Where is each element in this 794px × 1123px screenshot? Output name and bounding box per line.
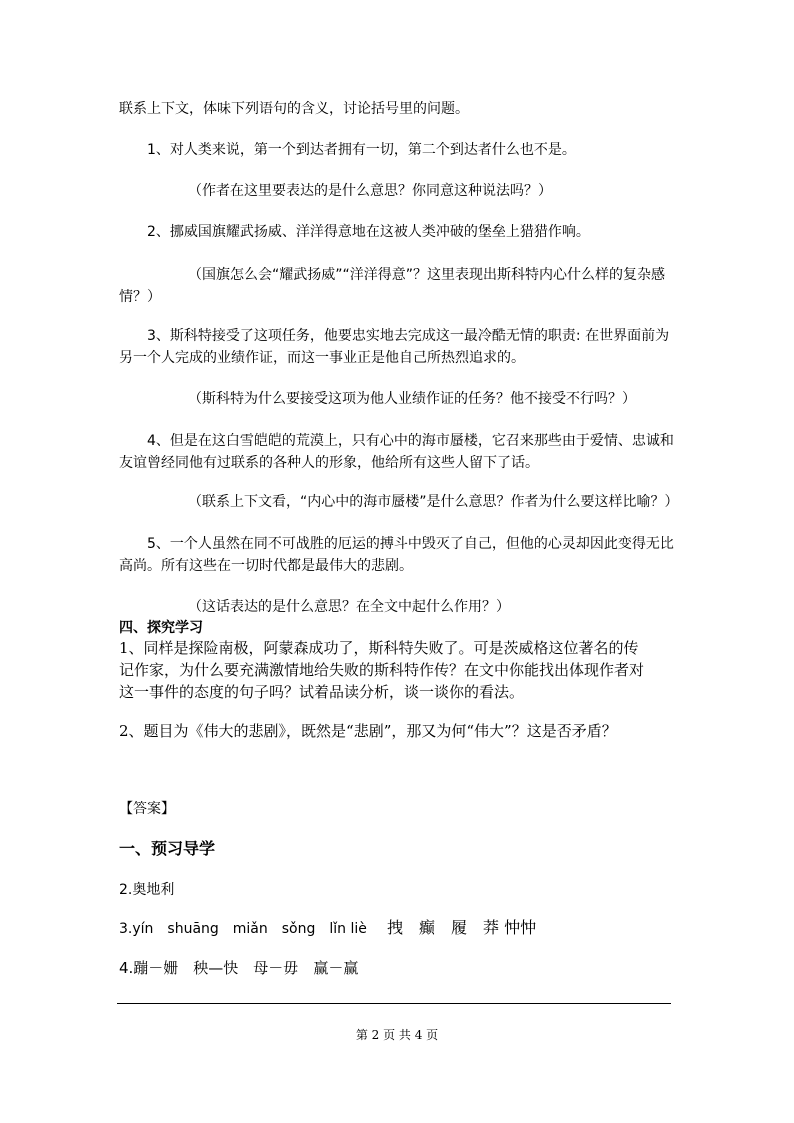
question-3-line2: 另一个人完成的业绩作证，而这一事业正是他自己所热烈追求的。 bbox=[119, 350, 525, 366]
section-4-p1-line1: 1、同样是探险南极，阿蒙森成功了，斯科特失败了。可是茨威格这位著名的传 bbox=[119, 639, 639, 657]
answers-label: 【答案】 bbox=[119, 801, 175, 817]
page-footer: 第 2 页 共 4 页 bbox=[355, 1028, 439, 1042]
answer-3-pinyin: 3.yín shuāng miǎn sǒng lǐn liè bbox=[119, 921, 367, 937]
question-2: 2、挪威国旗耀武扬威、洋洋得意地在这被人类冲破的堡垒上猎猎作响。 bbox=[147, 224, 590, 240]
question-2-note-line1: （国旗怎么会“耀武扬威”“洋洋得意”？这里表现出斯科特内心什么样的复杂感 bbox=[188, 267, 666, 283]
question-2-note-line2: 情？） bbox=[119, 289, 161, 305]
answer-4: 4.蹦－姗 秧—快 母－毋 赢－赢 bbox=[119, 959, 359, 977]
question-3-note: （斯科特为什么要接受这项为他人业绩作证的任务？他不接受不行吗？） bbox=[188, 391, 636, 407]
question-1-note: （作者在这里要表达的是什么意思？你同意这种说法吗？） bbox=[188, 183, 552, 199]
question-1: 1、对人类来说，第一个到达者拥有一切，第二个到达者什么也不是。 bbox=[147, 142, 576, 158]
questions-intro: 联系上下文，体味下列语句的含义，讨论括号里的问题。 bbox=[119, 101, 469, 117]
answer-3-chars: 拽 癫 履 莽 忡忡 bbox=[387, 918, 537, 937]
answer-2: 2.奥地利 bbox=[119, 882, 175, 898]
question-5-line2: 高尚。所有这些在一切时代都是最伟大的悲剧。 bbox=[119, 558, 413, 574]
section-4-p1-line3: 这一事件的态度的句子吗？试着品读分析，谈一谈你的看法。 bbox=[119, 683, 525, 701]
question-4-note: （联系上下文看，“内心中的海市蜃楼”是什么意思？作者为什么要这样比喻？） bbox=[188, 494, 679, 510]
footer-divider bbox=[117, 1003, 671, 1004]
question-4-line1: 4、但是在这白雪皑皑的荒漠上，只有心中的海市蜃楼，它召来那些由于爱情、忠诚和 bbox=[147, 433, 674, 449]
section-4-heading: 四、探究学习 bbox=[119, 620, 203, 636]
question-3-line1: 3、斯科特接受了这项任务，他要忠实地去完成这一最冷酷无情的职责: 在世界面前为 bbox=[147, 328, 670, 344]
section-4-p1-line2: 记作家，为什么要充满激情地给失败的斯科特作传？在文中你能找出体现作者对 bbox=[119, 661, 645, 679]
question-5-note: （这话表达的是什么意思？在全文中起什么作用？） bbox=[188, 599, 510, 615]
question-5-line1: 5、一个人虽然在同不可战胜的厄运的搏斗中毁灭了自己，但他的心灵却因此变得无比 bbox=[147, 536, 674, 552]
question-4-line2: 友谊曾经同他有过联系的各种人的形象，他给所有这些人留下了话。 bbox=[119, 455, 539, 471]
section-4-p2: 2、题目为《伟大的悲剧》，既然是“悲剧”，那又为何“伟大”？这是否矛盾？ bbox=[119, 722, 617, 740]
answers-heading: 一、预习导学 bbox=[119, 839, 216, 858]
